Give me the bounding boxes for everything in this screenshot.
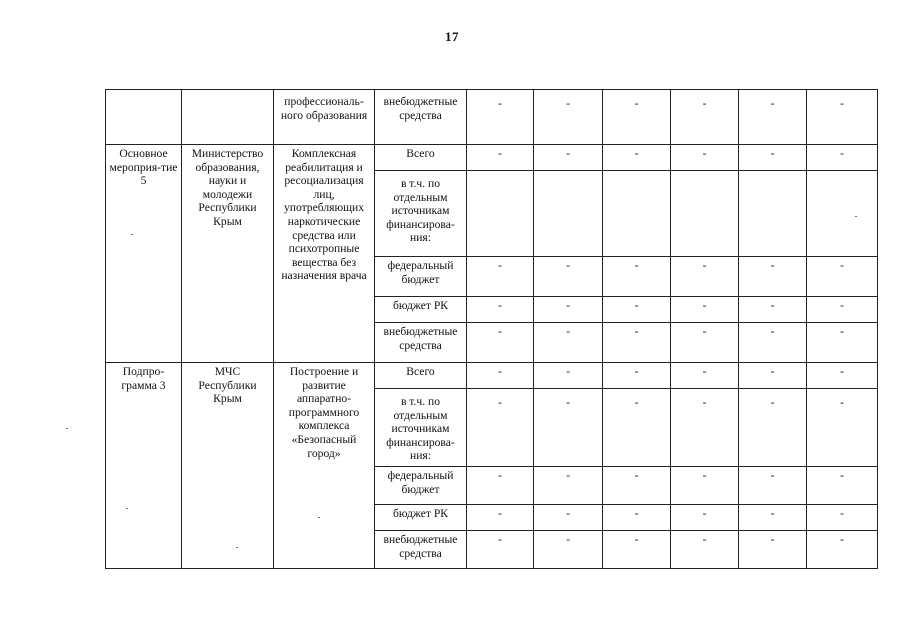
value-cell: - [739, 467, 807, 505]
value-cell: - [603, 363, 671, 389]
value-cell [467, 171, 534, 257]
table-row [106, 145, 878, 171]
value-cell: - [603, 505, 671, 531]
value-cell: - [807, 90, 878, 145]
value-cell: - [467, 363, 534, 389]
scan-speck [126, 508, 128, 509]
value-cell: - [671, 145, 739, 171]
value-cell: - [534, 505, 603, 531]
value-cell: - [807, 145, 878, 171]
scan-speck [855, 216, 857, 217]
value-cell: - [739, 505, 807, 531]
value-cell: - [739, 90, 807, 145]
source-cell: внебюджетные средства [375, 531, 467, 569]
value-cell: - [534, 323, 603, 363]
value-cell [671, 171, 739, 257]
value-cell: - [534, 467, 603, 505]
value-cell: - [534, 90, 603, 145]
value-cell: - [603, 467, 671, 505]
value-cell: - [671, 257, 739, 297]
value-cell: - [807, 505, 878, 531]
source-cell: бюджет РК [375, 505, 467, 531]
value-cell: - [467, 505, 534, 531]
budget-table [105, 89, 878, 569]
value-cell: - [671, 363, 739, 389]
value-cell: - [671, 323, 739, 363]
value-cell: - [534, 389, 603, 467]
value-cell: - [739, 145, 807, 171]
source-cell: в т.ч. по отдельным источникам финансирова-ния: [375, 389, 467, 467]
value-cell: - [467, 145, 534, 171]
value-cell: - [603, 145, 671, 171]
name-cell: Комплексная реабилитация и ресоциализация лиц, употребляющих наркотические средства или психотропные вещества без назначения врача [274, 145, 375, 363]
scan-speck [318, 517, 320, 518]
source-cell: федеральный бюджет [375, 257, 467, 297]
value-cell: - [807, 389, 878, 467]
value-cell: - [671, 467, 739, 505]
scan-speck [236, 547, 238, 548]
source-cell: внебюджетные средства [375, 90, 467, 145]
value-cell: - [534, 257, 603, 297]
page-number: 17 [445, 29, 459, 44]
value-cell: - [534, 297, 603, 323]
executor-cell [182, 90, 274, 145]
measure-cell: Подпро-грамма 3 [106, 363, 182, 569]
table-row [106, 363, 878, 389]
executor-cell: МЧС Республики Крым [182, 363, 274, 569]
source-cell: Всего [375, 145, 467, 171]
source-cell: внебюджетные средства [375, 323, 467, 363]
value-cell [534, 171, 603, 257]
value-cell: - [467, 323, 534, 363]
value-cell: - [739, 363, 807, 389]
value-cell: - [807, 297, 878, 323]
value-cell: - [807, 257, 878, 297]
measure-cell: Основное мероприя-тие 5 [106, 145, 182, 363]
table-row [106, 90, 878, 145]
measure-cell [106, 90, 182, 145]
value-cell: - [467, 531, 534, 569]
scan-speck [131, 234, 133, 235]
value-cell [807, 171, 878, 257]
value-cell: - [807, 467, 878, 505]
source-cell: федеральный бюджет [375, 467, 467, 505]
value-cell: - [467, 90, 534, 145]
value-cell: - [807, 531, 878, 569]
value-cell: - [671, 389, 739, 467]
value-cell: - [807, 363, 878, 389]
source-cell: бюджет РК [375, 297, 467, 323]
value-cell: - [739, 257, 807, 297]
value-cell: - [467, 389, 534, 467]
value-cell [739, 171, 807, 257]
source-cell: Всего [375, 363, 467, 389]
value-cell: - [603, 531, 671, 569]
source-cell: в т.ч. по отдельным источникам финансирова-ния: [375, 171, 467, 257]
value-cell: - [807, 323, 878, 363]
value-cell: - [603, 323, 671, 363]
value-cell: - [467, 467, 534, 505]
value-cell: - [603, 297, 671, 323]
name-cell: профессиональ-ного образования [274, 90, 375, 145]
value-cell: - [534, 145, 603, 171]
scan-speck [66, 428, 68, 429]
value-cell: - [671, 531, 739, 569]
value-cell: - [671, 90, 739, 145]
value-cell: - [467, 297, 534, 323]
value-cell: - [467, 257, 534, 297]
value-cell: - [603, 90, 671, 145]
value-cell: - [603, 257, 671, 297]
value-cell: - [739, 323, 807, 363]
value-cell: - [739, 389, 807, 467]
value-cell: - [671, 297, 739, 323]
value-cell: - [603, 389, 671, 467]
value-cell [603, 171, 671, 257]
name-cell: Построение и развитие аппаратно-программного комплекса «Безопасный город» [274, 363, 375, 569]
value-cell: - [739, 297, 807, 323]
value-cell: - [534, 363, 603, 389]
value-cell: - [671, 505, 739, 531]
executor-cell: Министерство образования, науки и молодежи Республики Крым [182, 145, 274, 363]
value-cell: - [739, 531, 807, 569]
value-cell: - [534, 531, 603, 569]
